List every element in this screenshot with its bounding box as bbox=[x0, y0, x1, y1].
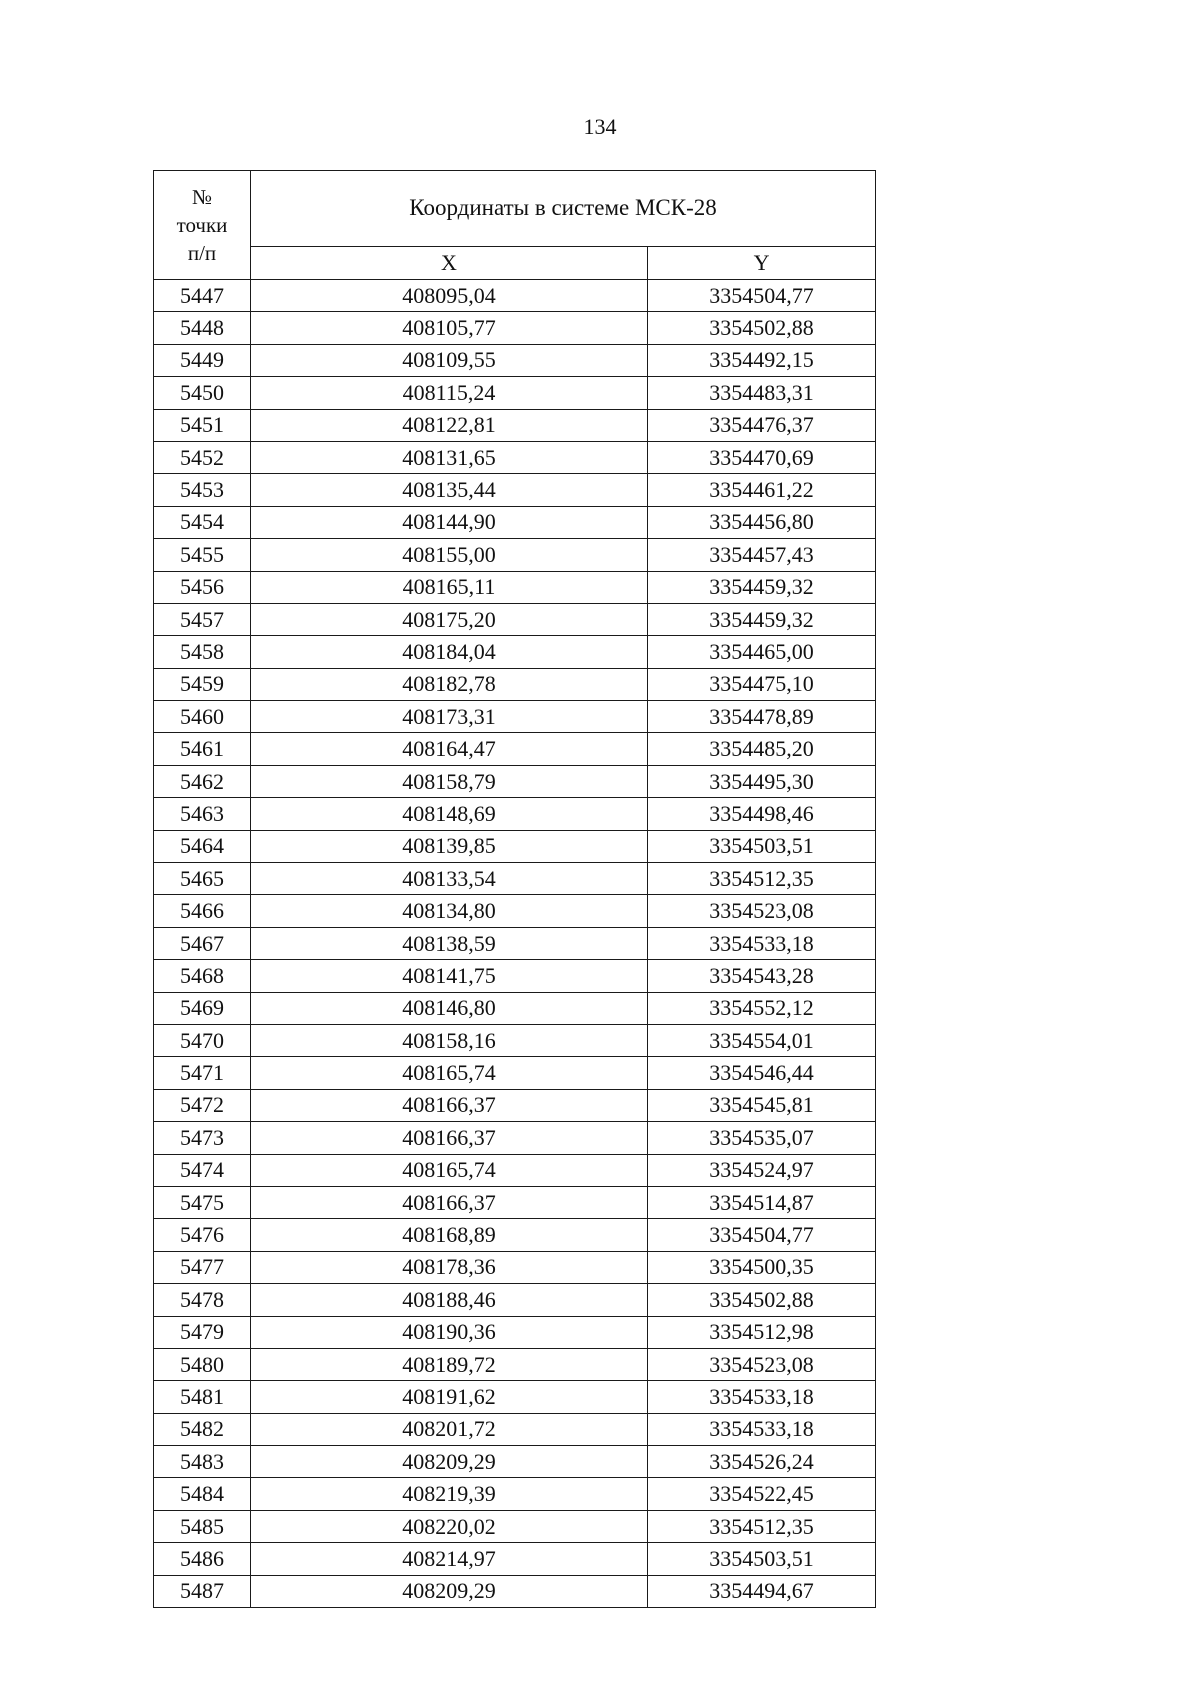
table-body bbox=[154, 280, 876, 1608]
table-header-row bbox=[154, 171, 876, 247]
table-row bbox=[154, 441, 876, 473]
point-number-cell: 5450 bbox=[154, 377, 251, 409]
point-number-cell: 5466 bbox=[154, 895, 251, 927]
point-number-cell: 5462 bbox=[154, 765, 251, 797]
x-coordinate-cell: 408109,55 bbox=[251, 344, 648, 376]
y-coordinate-cell: 3354470,69 bbox=[648, 441, 876, 473]
y-coordinate-cell: 3354498,46 bbox=[648, 798, 876, 830]
point-number-cell: 5461 bbox=[154, 733, 251, 765]
table-row bbox=[154, 830, 876, 862]
table-row bbox=[154, 1089, 876, 1121]
table-row bbox=[154, 1543, 876, 1575]
table-row bbox=[154, 733, 876, 765]
x-coordinate-cell: 408165,11 bbox=[251, 571, 648, 603]
y-coordinate-cell: 3354492,15 bbox=[648, 344, 876, 376]
point-number-cell: 5481 bbox=[154, 1381, 251, 1413]
table-row bbox=[154, 1510, 876, 1542]
table-row bbox=[154, 280, 876, 312]
table-row bbox=[154, 927, 876, 959]
x-coordinate-cell: 408144,90 bbox=[251, 506, 648, 538]
table-row bbox=[154, 798, 876, 830]
y-coordinate-cell: 3354546,44 bbox=[648, 1057, 876, 1089]
x-coordinate-cell: 408165,74 bbox=[251, 1057, 648, 1089]
table-row bbox=[154, 1122, 876, 1154]
point-number-cell: 5459 bbox=[154, 668, 251, 700]
y-coordinate-cell: 3354483,31 bbox=[648, 377, 876, 409]
y-coordinate-cell: 3354459,32 bbox=[648, 603, 876, 635]
table-row bbox=[154, 863, 876, 895]
axis-header-row bbox=[154, 246, 876, 279]
point-number-cell: 5478 bbox=[154, 1284, 251, 1316]
y-coordinate-cell: 3354512,35 bbox=[648, 1510, 876, 1542]
point-number-cell: 5485 bbox=[154, 1510, 251, 1542]
y-coordinate-cell: 3354514,87 bbox=[648, 1186, 876, 1218]
table-row bbox=[154, 603, 876, 635]
coordinates-title-header: Координаты в системе МСК-28 bbox=[251, 171, 876, 247]
y-coordinate-cell: 3354502,88 bbox=[648, 1284, 876, 1316]
table-row bbox=[154, 474, 876, 506]
x-coordinate-cell: 408138,59 bbox=[251, 927, 648, 959]
point-number-cell: 5453 bbox=[154, 474, 251, 506]
x-coordinate-cell: 408158,16 bbox=[251, 1024, 648, 1056]
point-number-cell: 5454 bbox=[154, 506, 251, 538]
y-coordinate-cell: 3354503,51 bbox=[648, 1543, 876, 1575]
table-row bbox=[154, 1381, 876, 1413]
x-coordinate-cell: 408191,62 bbox=[251, 1381, 648, 1413]
point-number-cell: 5452 bbox=[154, 441, 251, 473]
y-coordinate-cell: 3354459,32 bbox=[648, 571, 876, 603]
point-number-cell: 5480 bbox=[154, 1348, 251, 1380]
point-number-cell: 5449 bbox=[154, 344, 251, 376]
x-coordinate-cell: 408139,85 bbox=[251, 830, 648, 862]
y-coordinate-cell: 3354545,81 bbox=[648, 1089, 876, 1121]
y-coordinate-cell: 3354500,35 bbox=[648, 1251, 876, 1283]
y-coordinate-cell: 3354503,51 bbox=[648, 830, 876, 862]
y-coordinate-cell: 3354533,18 bbox=[648, 1413, 876, 1445]
x-coordinate-cell: 408220,02 bbox=[251, 1510, 648, 1542]
table-row bbox=[154, 1413, 876, 1445]
table-row bbox=[154, 1251, 876, 1283]
point-number-cell: 5469 bbox=[154, 992, 251, 1024]
point-number-cell: 5484 bbox=[154, 1478, 251, 1510]
table-row bbox=[154, 765, 876, 797]
table-row bbox=[154, 1348, 876, 1380]
table-row bbox=[154, 1284, 876, 1316]
point-number-cell: 5482 bbox=[154, 1413, 251, 1445]
point-number-header-line3: п/п bbox=[187, 241, 217, 265]
point-number-cell: 5458 bbox=[154, 636, 251, 668]
table-row bbox=[154, 409, 876, 441]
table-row bbox=[154, 1478, 876, 1510]
y-coordinate-cell: 3354512,35 bbox=[648, 863, 876, 895]
table-row bbox=[154, 571, 876, 603]
x-coordinate-cell: 408166,37 bbox=[251, 1186, 648, 1218]
x-coordinate-cell: 408135,44 bbox=[251, 474, 648, 506]
x-coordinate-cell: 408158,79 bbox=[251, 765, 648, 797]
point-number-cell: 5447 bbox=[154, 280, 251, 312]
point-number-cell: 5471 bbox=[154, 1057, 251, 1089]
table-row bbox=[154, 539, 876, 571]
y-coordinate-cell: 3354475,10 bbox=[648, 668, 876, 700]
x-coordinate-cell: 408184,04 bbox=[251, 636, 648, 668]
y-coordinate-cell: 3354523,08 bbox=[648, 895, 876, 927]
x-coordinate-cell: 408115,24 bbox=[251, 377, 648, 409]
point-number-header-line2: точки bbox=[176, 213, 228, 237]
point-number-cell: 5468 bbox=[154, 960, 251, 992]
table-row bbox=[154, 701, 876, 733]
point-number-header-line1: № bbox=[191, 185, 213, 209]
y-coordinate-cell: 3354485,20 bbox=[648, 733, 876, 765]
point-number-cell: 5467 bbox=[154, 927, 251, 959]
y-coordinate-cell: 3354552,12 bbox=[648, 992, 876, 1024]
x-coordinate-cell: 408188,46 bbox=[251, 1284, 648, 1316]
table-row bbox=[154, 1446, 876, 1478]
y-coordinate-cell: 3354502,88 bbox=[648, 312, 876, 344]
x-coordinate-cell: 408209,29 bbox=[251, 1575, 648, 1607]
y-coordinate-cell: 3354457,43 bbox=[648, 539, 876, 571]
point-number-cell: 5451 bbox=[154, 409, 251, 441]
y-coordinate-cell: 3354512,98 bbox=[648, 1316, 876, 1348]
point-number-cell: 5470 bbox=[154, 1024, 251, 1056]
table-row bbox=[154, 1024, 876, 1056]
x-coordinate-cell: 408182,78 bbox=[251, 668, 648, 700]
point-number-cell: 5477 bbox=[154, 1251, 251, 1283]
y-coordinate-cell: 3354533,18 bbox=[648, 927, 876, 959]
point-number-cell: 5464 bbox=[154, 830, 251, 862]
x-coordinate-cell: 408095,04 bbox=[251, 280, 648, 312]
table-row bbox=[154, 1186, 876, 1218]
table-row bbox=[154, 668, 876, 700]
table-row bbox=[154, 1219, 876, 1251]
y-coordinate-cell: 3354456,80 bbox=[648, 506, 876, 538]
point-number-cell: 5460 bbox=[154, 701, 251, 733]
point-number-cell: 5448 bbox=[154, 312, 251, 344]
y-coordinate-cell: 3354495,30 bbox=[648, 765, 876, 797]
x-coordinate-cell: 408133,54 bbox=[251, 863, 648, 895]
table-row bbox=[154, 992, 876, 1024]
x-coordinate-cell: 408134,80 bbox=[251, 895, 648, 927]
table-row bbox=[154, 1057, 876, 1089]
x-coordinate-cell: 408148,69 bbox=[251, 798, 648, 830]
coordinates-table bbox=[153, 170, 876, 1608]
x-coordinate-cell: 408214,97 bbox=[251, 1543, 648, 1575]
x-column-header: X bbox=[251, 246, 648, 279]
point-number-cell: 5475 bbox=[154, 1186, 251, 1218]
y-coordinate-cell: 3354504,77 bbox=[648, 280, 876, 312]
page-number: 134 bbox=[583, 114, 617, 139]
x-coordinate-cell: 408219,39 bbox=[251, 1478, 648, 1510]
point-number-cell: 5473 bbox=[154, 1122, 251, 1154]
y-coordinate-cell: 3354535,07 bbox=[648, 1122, 876, 1154]
table-row bbox=[154, 636, 876, 668]
table-row bbox=[154, 895, 876, 927]
y-coordinate-cell: 3354465,00 bbox=[648, 636, 876, 668]
y-coordinate-cell: 3354494,67 bbox=[648, 1575, 876, 1607]
point-number-cell: 5457 bbox=[154, 603, 251, 635]
x-coordinate-cell: 408168,89 bbox=[251, 1219, 648, 1251]
x-coordinate-cell: 408201,72 bbox=[251, 1413, 648, 1445]
y-coordinate-cell: 3354478,89 bbox=[648, 701, 876, 733]
point-number-cell: 5476 bbox=[154, 1219, 251, 1251]
x-coordinate-cell: 408164,47 bbox=[251, 733, 648, 765]
point-number-cell: 5463 bbox=[154, 798, 251, 830]
point-number-cell: 5474 bbox=[154, 1154, 251, 1186]
x-coordinate-cell: 408166,37 bbox=[251, 1122, 648, 1154]
table-row bbox=[154, 1575, 876, 1607]
x-coordinate-cell: 408189,72 bbox=[251, 1348, 648, 1380]
y-coordinate-cell: 3354523,08 bbox=[648, 1348, 876, 1380]
y-column-header: Y bbox=[648, 246, 876, 279]
x-coordinate-cell: 408178,36 bbox=[251, 1251, 648, 1283]
point-number-header bbox=[154, 171, 251, 280]
point-number-cell: 5483 bbox=[154, 1446, 251, 1478]
x-coordinate-cell: 408209,29 bbox=[251, 1446, 648, 1478]
point-number-cell: 5456 bbox=[154, 571, 251, 603]
y-coordinate-cell: 3354543,28 bbox=[648, 960, 876, 992]
x-coordinate-cell: 408122,81 bbox=[251, 409, 648, 441]
x-coordinate-cell: 408165,74 bbox=[251, 1154, 648, 1186]
x-coordinate-cell: 408141,75 bbox=[251, 960, 648, 992]
x-coordinate-cell: 408166,37 bbox=[251, 1089, 648, 1121]
x-coordinate-cell: 408175,20 bbox=[251, 603, 648, 635]
x-coordinate-cell: 408131,65 bbox=[251, 441, 648, 473]
table-row bbox=[154, 1154, 876, 1186]
y-coordinate-cell: 3354461,22 bbox=[648, 474, 876, 506]
point-number-cell: 5465 bbox=[154, 863, 251, 895]
point-number-cell: 5455 bbox=[154, 539, 251, 571]
y-coordinate-cell: 3354504,77 bbox=[648, 1219, 876, 1251]
table-row bbox=[154, 960, 876, 992]
y-coordinate-cell: 3354526,24 bbox=[648, 1446, 876, 1478]
y-coordinate-cell: 3354554,01 bbox=[648, 1024, 876, 1056]
table-row bbox=[154, 377, 876, 409]
point-number-cell: 5486 bbox=[154, 1543, 251, 1575]
table-row bbox=[154, 344, 876, 376]
y-coordinate-cell: 3354524,97 bbox=[648, 1154, 876, 1186]
y-coordinate-cell: 3354533,18 bbox=[648, 1381, 876, 1413]
point-number-cell: 5472 bbox=[154, 1089, 251, 1121]
x-coordinate-cell: 408146,80 bbox=[251, 992, 648, 1024]
x-coordinate-cell: 408155,00 bbox=[251, 539, 648, 571]
point-number-cell: 5479 bbox=[154, 1316, 251, 1348]
table-row bbox=[154, 1316, 876, 1348]
x-coordinate-cell: 408173,31 bbox=[251, 701, 648, 733]
point-number-cell: 5487 bbox=[154, 1575, 251, 1607]
y-coordinate-cell: 3354522,45 bbox=[648, 1478, 876, 1510]
table-row bbox=[154, 312, 876, 344]
x-coordinate-cell: 408105,77 bbox=[251, 312, 648, 344]
table-row bbox=[154, 506, 876, 538]
y-coordinate-cell: 3354476,37 bbox=[648, 409, 876, 441]
x-coordinate-cell: 408190,36 bbox=[251, 1316, 648, 1348]
